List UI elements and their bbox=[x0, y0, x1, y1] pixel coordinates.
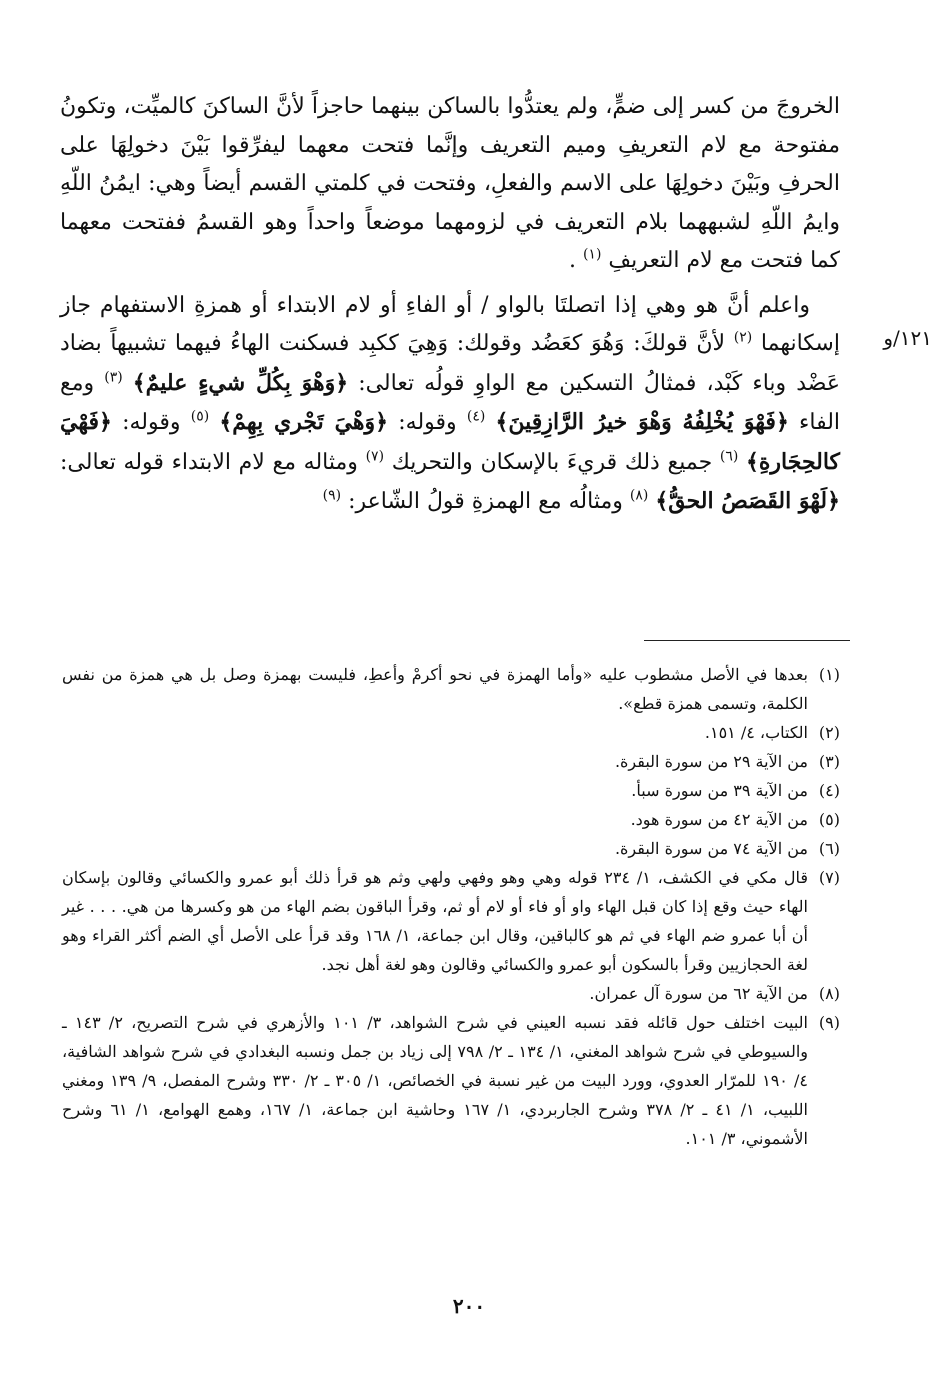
margin-folio-note: ١٢١/و bbox=[883, 326, 932, 350]
footnote-3 bbox=[62, 747, 840, 776]
paragraph-2 bbox=[60, 287, 840, 522]
footnote-1 bbox=[62, 660, 840, 718]
footnote-number: (٧) bbox=[818, 868, 840, 887]
quran-verse-3: ﴿وَهْيَ تَجْري بِهِمْ﴾ bbox=[219, 409, 389, 435]
footnote-text: البيت اختلف حول قائله فقد نسبه العيني في شرح الشواهد، ٣/ ١٠١ والأزهري في شرح التصريح، ٢/ ١٤٣ ـ والسيوطي في شرح شواهد المغني، ١/ ١٣٤ ـ ٢/ ٧٩٨ إلى زياد بن جمل ونسبه البغدادي في شرح شواهد الشافية، ٤/ ١٩٠ للمرّار العدوي، وورد البيت من غير نسبة في الخصائص، ١/ ٣٠٥ ـ ٢/ ٣٣٠ وشرح المفصل، ٩/ ١٣٩ ومغني اللبيب، ١/ ٤١ ـ ٢/ ٣٧٨ وشرح الجاربردي، ١/ ١٦٧ وحاشية ابن جماعة، ١/ ١٦٧، وهمع الهوامع، ١/ ٦١ وشرح الأشموني، ٣/ ١٠١. bbox=[62, 1013, 809, 1148]
footnote-ref-5[interactable]: (٥) bbox=[190, 408, 210, 425]
paragraph-2-sentence-5: وقوله: bbox=[122, 410, 181, 435]
paragraph-1 bbox=[60, 88, 840, 281]
paragraph-2-sentence-4: وقوله: bbox=[398, 410, 457, 435]
footnote-text: من الآية ٤٢ من سورة هود. bbox=[630, 810, 808, 829]
footnote-number: (٢) bbox=[818, 723, 840, 742]
footnote-text: الكتاب، ٤/ ١٥١. bbox=[704, 723, 808, 742]
quran-verse-4: ﴿فَهْيَ كالحِجَارةِ﴾ bbox=[60, 409, 841, 475]
paragraph-1-text: الخروجَ من كسر إلى ضمٍّ، ولم يعتدُّوا بالساكن بينهما حاجزاً لأنَّ الساكنَ كالميِّت، وتكونُ مفتوحة مع لام التعريفِ وميم التعريف وإنَّما فتحت معهما ليفرِّقوا بَيْنَ دخولِهَا على الحرفِ وبَيْنَ دخولِهَا على الاسم والفعلِ، وفتحت في كلمتي القسم أيضاً وهي: ايمُنُ اللّهِ وايمُ اللّهِ لشبههما بلام التعريف في لزومهما موضعاً واحداً وهو القسمُ ففتحت معهما كما فتحت مع لام التعريفِ bbox=[60, 94, 840, 273]
footnote-8 bbox=[62, 979, 840, 1008]
footnote-6 bbox=[62, 834, 840, 863]
paragraph-2-sentence-8: ومثالُه مع الهمزةِ قولُ الشّاعر: bbox=[348, 489, 623, 514]
quran-verse-2: ﴿فَهْوَ يُخْلِفُهُ وَهْوَ خيرُ الرَّازِقِينَ﴾ bbox=[495, 409, 789, 435]
paragraph-1-end: . bbox=[568, 248, 576, 273]
footnote-number: (١) bbox=[818, 665, 840, 684]
footnotes bbox=[62, 660, 840, 1153]
footnote-ref-6[interactable]: (٦) bbox=[719, 448, 739, 465]
footnote-text: من الآية ٢٩ من سورة البقرة. bbox=[614, 752, 808, 771]
footnote-separator bbox=[644, 640, 850, 641]
footnote-ref-9[interactable]: (٩) bbox=[322, 487, 342, 504]
quran-verse-1: ﴿وَهْوَ بِكُلِّ شيءٍ عليمٌ﴾ bbox=[132, 369, 349, 396]
footnote-text: بعدها في الأصل مشطوب عليه «وأما الهمزة في نحو أكرمْ وأعطِ، فليست بهمزة وصل بل هي همزة من نفس الكلمة، وتسمى همزة قطع». bbox=[62, 665, 808, 713]
footnote-ref-1[interactable]: (١) bbox=[582, 246, 602, 263]
footnote-number: (٥) bbox=[818, 810, 840, 829]
footnote-text: من الآية ٧٤ من سورة البقرة. bbox=[614, 839, 808, 858]
footnote-number: (٤) bbox=[818, 781, 840, 800]
footnote-ref-7[interactable]: (٧) bbox=[365, 448, 385, 465]
paragraph-2-sentence-3: ومع الفاء bbox=[60, 370, 841, 435]
footnote-text: قال مكي في الكشف، ١/ ٢٣٤ قوله وهي وهو وفهي ولهي وثم هو قرأ ذلك أبو عمرو والكسائي وقالون بإسكان الهاء حيث وقع إذا كان قبل الهاء واو أو فاء أو لام أو ثم، وقرأ الباقون بضم الهاء من هو وكسرها من هي. . . . غير أن أبا عمرو ضم الهاء في ثم هو كالباقين، وقال ابن جماعة، ١/ ١٦٨ وقد قرأ على الأصل أي الضم أكثر القراء وهو لغة الحجازيين وقرأ بالسكون أبو عمرو والكسائي وقالون وهو لغة أهل نجد. bbox=[62, 868, 809, 974]
main-text bbox=[60, 88, 840, 528]
footnote-7 bbox=[62, 863, 840, 979]
footnote-9 bbox=[62, 1008, 840, 1153]
footnote-text: من الآية ٣٩ من سورة سبأ. bbox=[631, 781, 808, 800]
footnote-ref-8[interactable]: (٨) bbox=[629, 487, 649, 504]
footnote-number: (٣) bbox=[818, 752, 840, 771]
paragraph-2-sentence-6: جميع ذلك قريءَ بالإسكان والتحريك bbox=[391, 449, 713, 475]
footnote-ref-3[interactable]: (٣) bbox=[104, 369, 123, 386]
footnote-2 bbox=[62, 718, 840, 747]
footnote-ref-4[interactable]: (٤) bbox=[466, 408, 486, 425]
footnote-number: (٨) bbox=[818, 984, 840, 1003]
footnote-5 bbox=[62, 805, 840, 834]
footnote-4 bbox=[62, 776, 840, 805]
footnote-ref-2[interactable]: (٢) bbox=[733, 329, 753, 346]
footnote-number: (٦) bbox=[818, 839, 840, 858]
page-number: ٢٠٠ bbox=[452, 1294, 486, 1318]
paragraph-2-sentence-7: ومثاله مع لام الابتداء قوله تعالى: bbox=[60, 449, 358, 475]
paragraph-2-sentence-2: لأنَّ قولكَ: وَهُوَ كعَضُد وقولك: وَهِيَ ككبِد فسكنت الهاءُ فيهما تشبيهاً بضاد عَضْد وباء كَبْد، فمثالُ التسكين مع الواوِ قولُه تعالى: bbox=[60, 331, 840, 396]
paragraph-2-sentence-1: واعلم أنَّ هو وهي إذا اتصلتَا بالواو / أو الفاءِ أو لام الابتداء أو همزةِ الاستفهام جاز إسكانهما bbox=[60, 292, 840, 356]
footnote-number: (٩) bbox=[818, 1013, 840, 1032]
quran-verse-5: ﴿لَهْوَ القَصَصُ الحقُّ﴾ bbox=[655, 488, 840, 514]
footnote-text: من الآية ٦٢ من سورة آل عمران. bbox=[589, 984, 808, 1003]
